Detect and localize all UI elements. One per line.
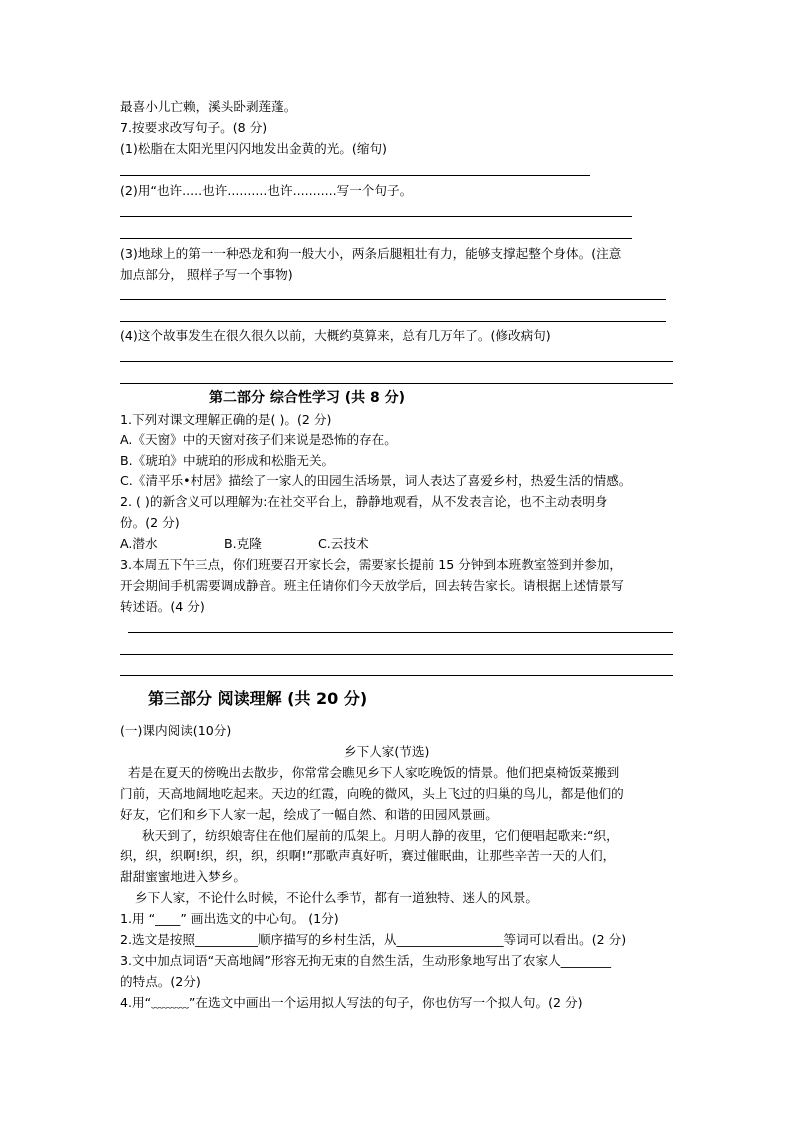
- question-7-title: 7.按要求改写句子。(8 分): [120, 120, 268, 135]
- answer-line[interactable]: [120, 675, 673, 676]
- part2-q2-option-c: C.云技术: [318, 536, 369, 551]
- answer-line[interactable]: [120, 299, 666, 300]
- answer-line[interactable]: [120, 383, 673, 384]
- part2-q1-option-c: C.《清平乐•村居》描绘了一家人的田园生活场景，词人表达了喜爱乡村，热爱生活的情感。: [120, 473, 632, 488]
- reading-question-4: 4.用“﹏﹏﹏”在选文中画出一个运用拟人写法的句子，你也仿写一个拟人句。(2 分): [120, 995, 583, 1010]
- reading-question-3-line2: 的特点。(2分): [120, 974, 201, 989]
- passage-p1-line3: 好友，它们和乡下人家一起，绘成了一幅自然、和谐的田园风景画。: [120, 807, 498, 822]
- answer-line[interactable]: [120, 654, 673, 655]
- passage-p2-line3: 甜甜蜜蜜地进入梦乡。: [120, 869, 246, 884]
- passage-p1-line1: 若是在夏天的傍晚出去散步，你常常会瞧见乡下人家吃晚饭的情景。他们把桌椅饭菜搬到: [128, 765, 620, 780]
- passage-p2-line1: 秋天到了，纺织娘寄住在他们屋前的瓜架上。月明人静的夜里，它们便唱起歌来:“织，: [142, 828, 619, 843]
- answer-line[interactable]: [128, 632, 673, 633]
- question-7-2: (2)用“也许.....也许..........也许...........写一个句子。: [120, 183, 413, 198]
- part2-q1-option-a: A.《天窗》中的天窗对孩子们来说是恐怖的存在。: [120, 432, 397, 447]
- part2-q2-option-a: A.潜水: [120, 536, 158, 551]
- passage-p1-line2: 门前，天高地阔地吃起来。天边的红霞，向晚的微风，头上飞过的归巢的鸟儿，都是他们的: [120, 786, 624, 801]
- part-3-heading: 第三部分 阅读理解 (共 20 分): [148, 689, 368, 708]
- part2-q2-option-b: B.克隆: [224, 536, 262, 551]
- part2-question-2-line1: 2. ( )的新含义可以理解为:在社交平台上，静静地观看，从不发表言论，也不主动表明身: [120, 494, 608, 509]
- reading-question-1: 1.用 “____” 画出选文的中心句。 (1分): [120, 911, 339, 926]
- reading-question-2: 2.选文是按照__________顺序描写的乡村生活，从_________________等词可以看出。(2 分): [120, 932, 627, 947]
- answer-line[interactable]: [120, 216, 632, 217]
- passage-p2-line2: 织，织，织啊!织，织，织，织啊!”那歌声真好听，赛过催眠曲，让那些辛苦一天的人们，: [120, 848, 616, 863]
- question-7-4: (4)这个故事发生在很久很久以前，大概约莫算来，总有几万年了。(修改病句): [120, 328, 551, 343]
- passage-p3: 乡下人家，不论什么时候，不论什么季节，都有一道独特、迷人的风景。: [135, 890, 538, 905]
- answer-line[interactable]: [120, 175, 590, 176]
- answer-line[interactable]: [120, 321, 666, 322]
- part2-question-2-line2: 份。(2 分): [120, 515, 180, 530]
- part3-subsection: (一)课内阅读(10分): [120, 723, 232, 738]
- passage-title: 乡下人家(节选): [344, 744, 430, 759]
- reading-question-3-line1: 3.文中加点词语“天高地阔”形容无拘无束的自然生活，生动形象地写出了农家人________: [120, 953, 612, 968]
- answer-line[interactable]: [120, 361, 673, 362]
- question-7-1: (1)松脂在太阳光里闪闪地发出金黄的光。(缩句): [120, 141, 387, 156]
- poem-line: 最喜小儿亡赖，溪头卧剥莲蓬。: [120, 99, 297, 114]
- answer-line[interactable]: [120, 238, 632, 239]
- part2-question-3-line3: 转述语。(4 分): [120, 599, 205, 614]
- part2-question-1: 1.下列对课文理解正确的是( )。(2 分): [120, 412, 332, 427]
- question-7-3-line1: (3)地球上的第一一种恐龙和狗一般大小，两条后腿粗壮有力，能够支撑起整个身体。(注意: [120, 246, 622, 261]
- question-7-3-line2: 加点部分， 照样子写一个事物): [120, 267, 293, 282]
- part2-question-3-line2: 开会期间手机需要调成静音。班主任请你们今天放学后，回去转告家长。请根据上述情景写: [120, 578, 624, 593]
- part-2-heading: 第二部分 综合性学习 (共 8 分): [209, 390, 406, 406]
- part2-q1-option-b: B.《琥珀》中琥珀的形成和松脂无关。: [120, 453, 335, 468]
- part2-question-3-line1: 3.本周五下午三点，你们班要召开家长会，需要家长提前 15 分钟到本班教室签到并参加，: [120, 557, 623, 572]
